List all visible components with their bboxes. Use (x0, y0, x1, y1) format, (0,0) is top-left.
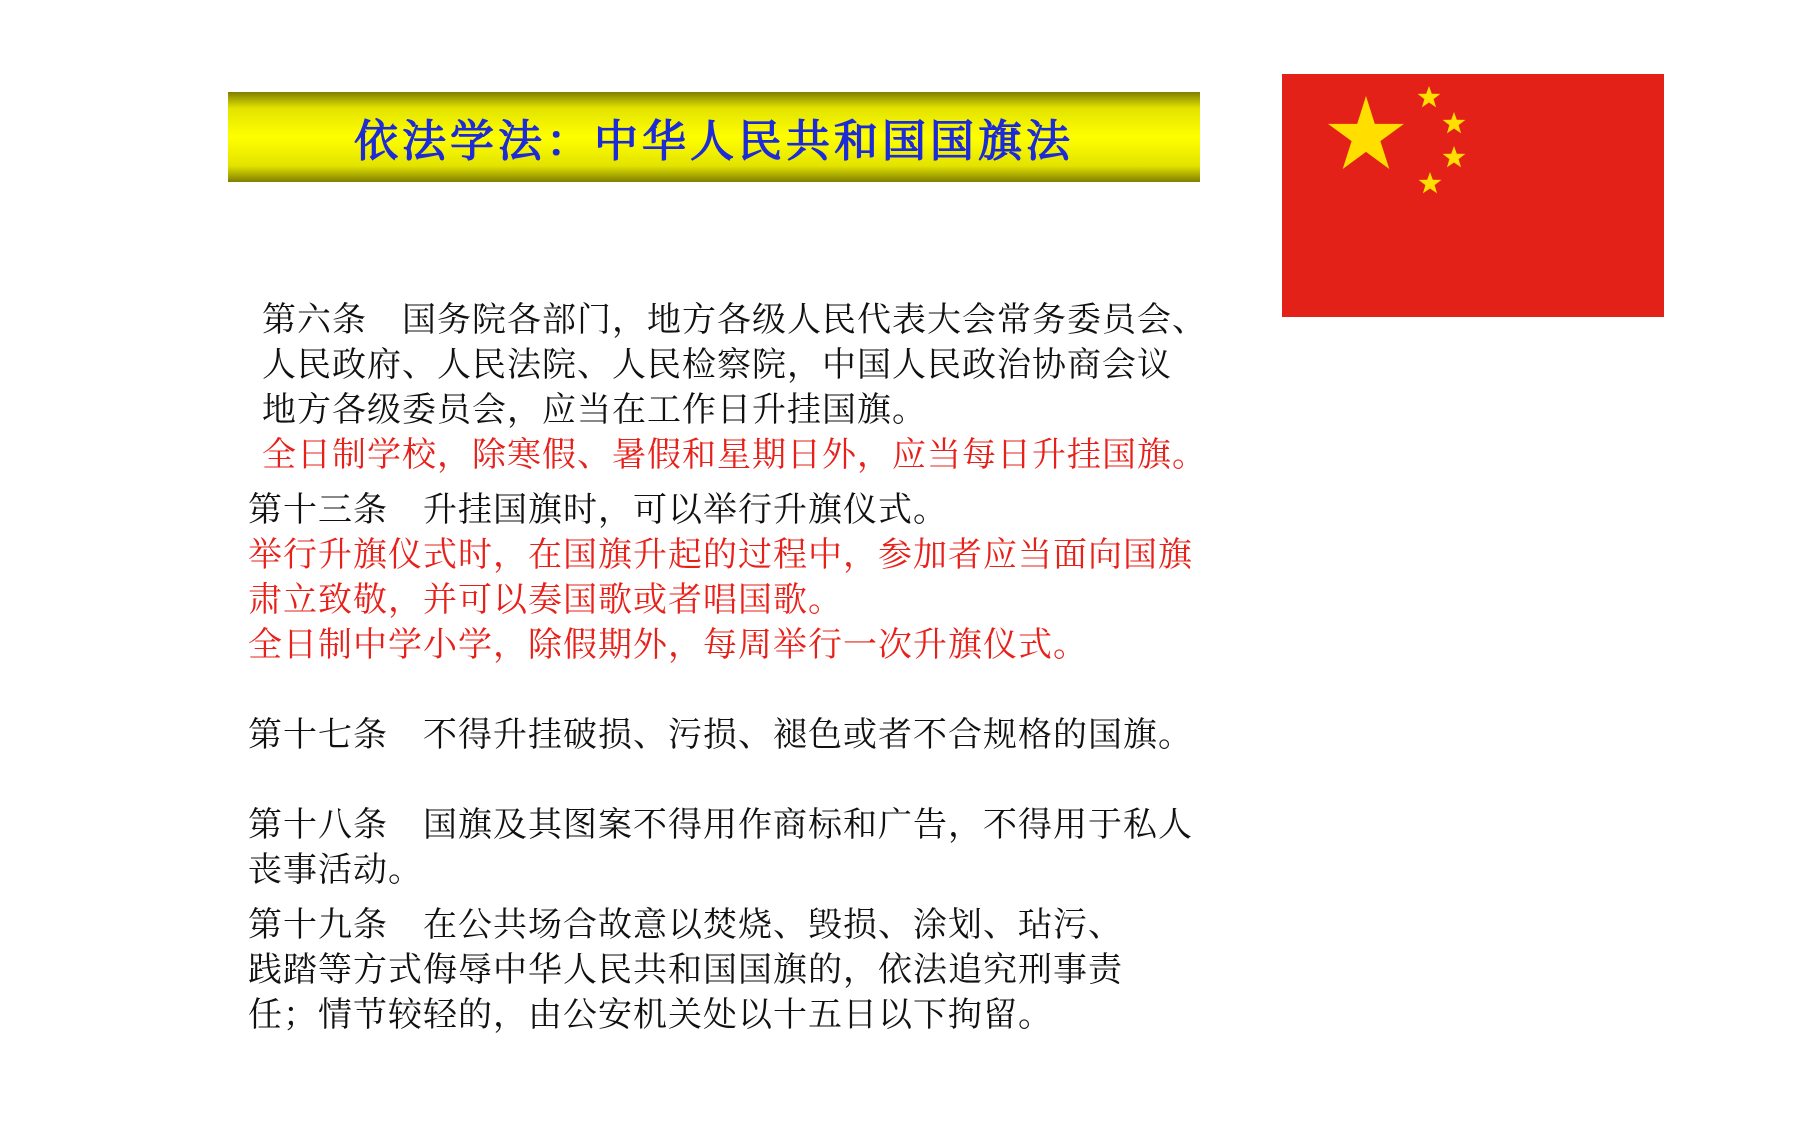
flag-field (1282, 74, 1664, 317)
article-18 (248, 803, 1298, 893)
article-19-line: 第十九条 在公共场合故意以焚烧、毁损、涂划、玷污、 (248, 905, 1123, 945)
article-6-line: 人民政府、人民法院、人民检察院，中国人民政治协商会议 (262, 345, 1172, 385)
article-6-emphasis: 全日制学校，除寒假、暑假和星期日外，应当每日升挂国旗。 (262, 435, 1207, 475)
article-13-emphasis-line: 全日制中学小学，除假期外，每周举行一次升旗仪式。 (248, 625, 1088, 665)
article-13-heading: 第十三条 升挂国旗时，可以举行升旗仪式。 (248, 490, 948, 530)
article-17-line: 第十七条 不得升挂破损、污损、褪色或者不合规格的国旗。 (248, 715, 1193, 755)
article-18-line: 丧事活动。 (248, 850, 423, 890)
article-19-line: 践踏等方式侮辱中华人民共和国国旗的，依法追究刑事责 (248, 950, 1123, 990)
article-6-line: 第六条 国务院各部门，地方各级人民代表大会常务委员会、 (262, 300, 1207, 340)
page-title: 依法学法：中华人民共和国国旗法 (354, 116, 1074, 167)
article-13-emphasis-line: 肃立致敬，并可以奏国歌或者唱国歌。 (248, 580, 843, 620)
article-6 (262, 298, 1312, 478)
title-banner (228, 92, 1200, 182)
article-13 (248, 488, 1298, 668)
article-17 (248, 713, 1298, 758)
article-6-line: 地方各级委员会，应当在工作日升挂国旗。 (262, 390, 927, 430)
article-13-emphasis-line: 举行升旗仪式时，在国旗升起的过程中，参加者应当面向国旗 (248, 535, 1193, 575)
article-19-line: 任；情节较轻的，由公安机关处以十五日以下拘留。 (248, 995, 1053, 1035)
article-19 (248, 903, 1298, 1038)
national-flag-image (1282, 74, 1664, 317)
article-18-line: 第十八条 国旗及其图案不得用作商标和广告，不得用于私人 (248, 805, 1193, 845)
